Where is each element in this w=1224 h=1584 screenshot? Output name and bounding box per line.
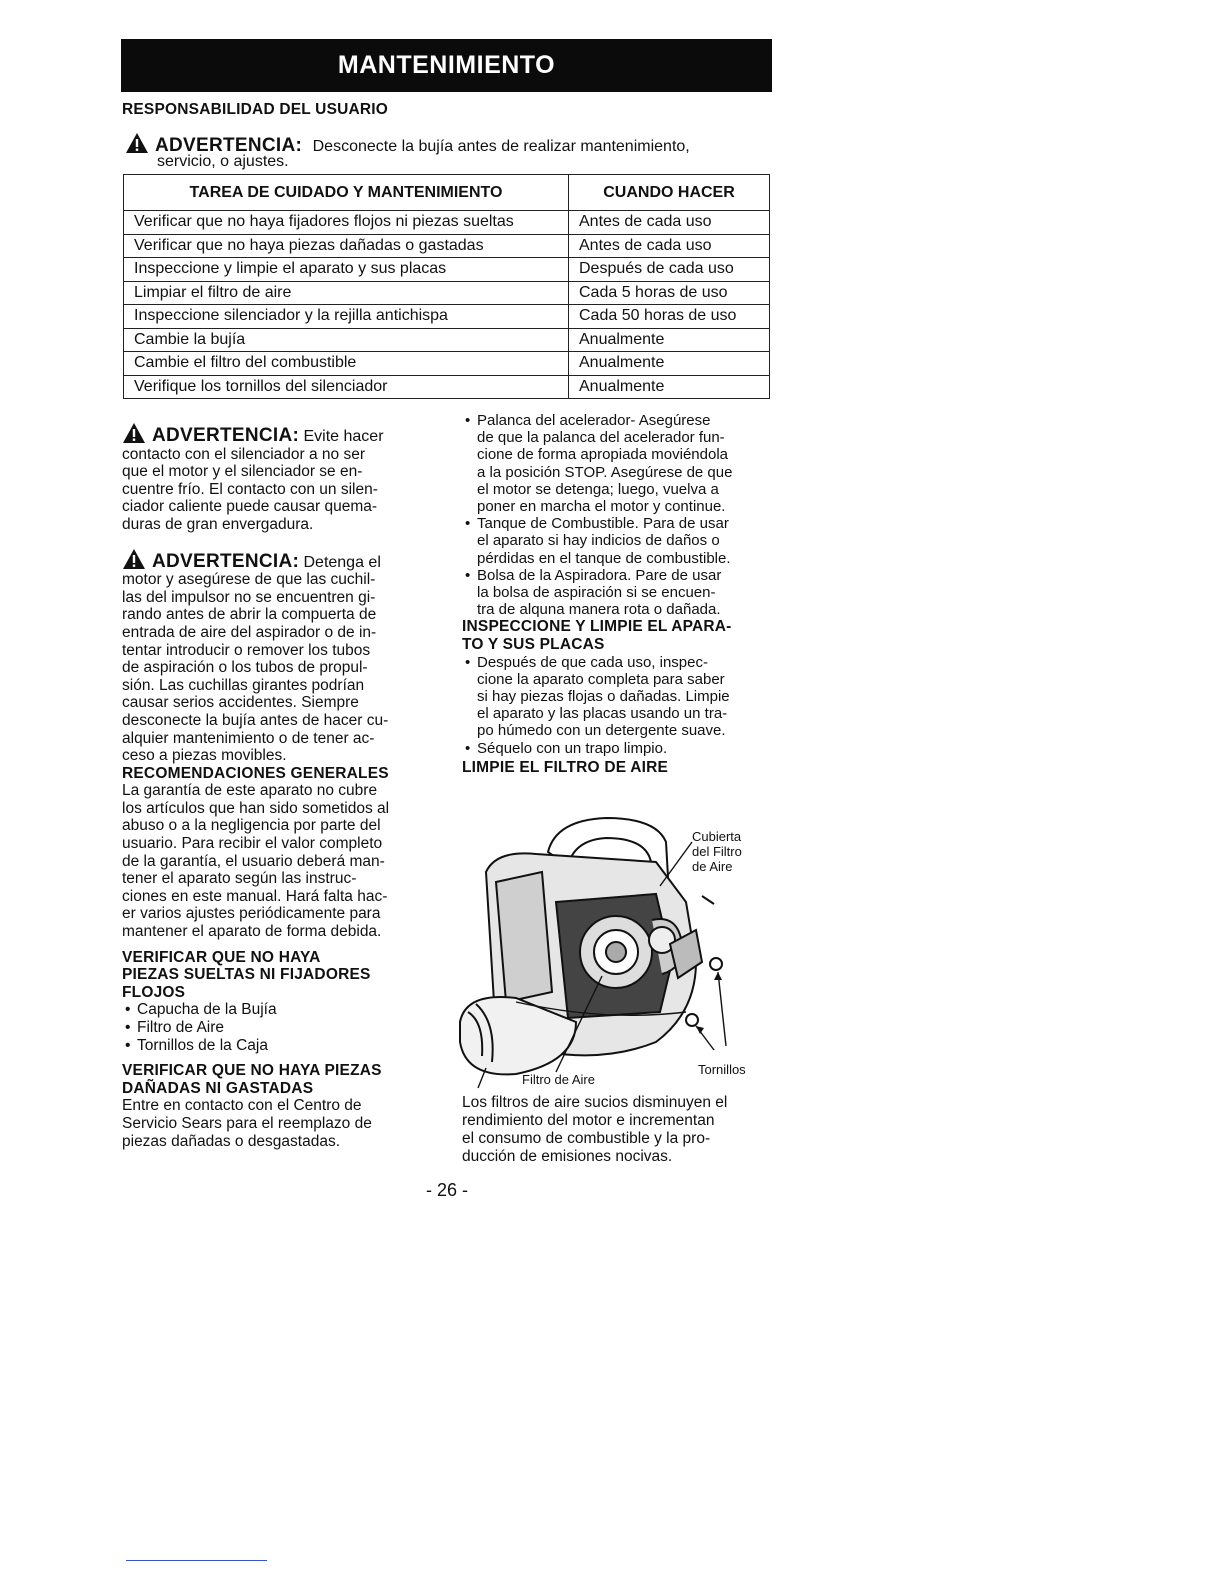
warning-text-cont: servicio, o ajustes. xyxy=(157,153,289,170)
task-cell: Verificar que no haya fijadores flojos ni piezas sueltas xyxy=(124,211,569,235)
clean-air-filter-heading: LIMPIE EL FILTRO DE AIRE xyxy=(462,758,669,776)
page-number: - 26 - xyxy=(425,1180,468,1200)
table-row xyxy=(124,281,770,305)
body-line: el aparato si hay indicios de daños o xyxy=(477,532,720,550)
warning-word: ADVERTENCIA: xyxy=(152,550,300,572)
body-line: rendimiento del motor e incrementan xyxy=(462,1112,715,1129)
list-item: • Tanque de Combustible. Para de usar xyxy=(462,515,777,532)
maintenance-table xyxy=(123,174,770,399)
warning-line: causar serios accidentes. Siempre xyxy=(122,694,359,712)
left-column xyxy=(122,422,442,1150)
table-row xyxy=(124,352,770,376)
warning-line: contacto con el silenciador a no ser xyxy=(122,445,365,463)
body-line: La garantía de este aparato no cubre xyxy=(122,782,378,800)
list-item: • Tornillos de la Caja xyxy=(122,1037,442,1055)
when-cell: Cada 5 horas de uso xyxy=(569,281,770,305)
body-line: cione la aparato completa para saber xyxy=(477,670,725,688)
when-cell: Anualmente xyxy=(569,375,770,399)
body-line: ducción de emisiones nocivas. xyxy=(462,1148,673,1165)
body-line: de la garantía, el usuario deberá man- xyxy=(122,852,385,870)
warning-line: ciador caliente puede causar quema- xyxy=(122,498,378,516)
warning-line: que el motor y el silenciador se en- xyxy=(122,463,363,481)
body-line: cione de forma apropiada moviéndola xyxy=(477,446,728,464)
warning-word: ADVERTENCIA: xyxy=(152,425,300,446)
body-line: pérdidas en el tanque de combustible. xyxy=(477,549,731,567)
body-line: a la posición STOP. Asegúrese de que xyxy=(477,463,733,481)
figure-label-screws: Tornillos xyxy=(698,1062,746,1077)
list-item: • Filtro de Aire xyxy=(122,1019,442,1037)
table-row xyxy=(124,328,770,352)
task-cell: Verificar que no haya piezas dañadas o gastadas xyxy=(124,234,569,258)
check-damaged-heading: DAÑADAS NI GASTADAS xyxy=(122,1079,314,1097)
warning-line: desconecte la bujía antes de hacer cu- xyxy=(122,711,389,729)
task-cell: Inspeccione y limpie el aparato y sus placas xyxy=(124,258,569,282)
warning-line: cuentre frío. El contacto con un silen- xyxy=(122,480,378,498)
warning-line: sión. Las cuchillas girantes podrían xyxy=(122,676,365,694)
body-line: los artículos que han sido sometidos al xyxy=(122,799,390,817)
when-cell: Anualmente xyxy=(569,352,770,376)
list-item: • Bolsa de la Aspiradora. Pare de usar xyxy=(462,567,777,584)
check-loose-heading: FLOJOS xyxy=(122,983,186,1001)
list-item: • Séquelo con un trapo limpio. xyxy=(462,740,777,757)
when-cell: Anualmente xyxy=(569,328,770,352)
body-line: tener el aparato según las instruc- xyxy=(122,870,357,888)
body-line: Servicio Sears para el reemplazo de xyxy=(122,1114,372,1132)
warning-muffler xyxy=(122,422,442,446)
body-line: Los filtros de aire sucios disminuyen el xyxy=(462,1094,728,1111)
body-line: po húmedo con un detergente suave. xyxy=(477,722,726,740)
check-loose-heading: PIEZAS SUELTAS NI FIJADORES xyxy=(122,966,371,984)
when-cell: Antes de cada uso xyxy=(569,211,770,235)
warning-icon xyxy=(125,132,149,154)
warning-text: Desconecte la bujía antes de realizar mantenimiento, xyxy=(312,138,690,155)
inspect-clean-heading: INSPECCIONE Y LIMPIE EL APARA- xyxy=(462,618,732,636)
warning-line: ceso a piezas movibles. xyxy=(122,747,287,765)
check-damaged-heading: VERIFICAR QUE NO HAYA PIEZAS xyxy=(122,1062,382,1080)
inspect-clean-heading: TO Y SUS PLACAS xyxy=(462,636,605,654)
when-cell: Antes de cada uso xyxy=(569,234,770,258)
body-line: piezas dañadas o desgastadas. xyxy=(122,1132,341,1150)
body-line: mantener el aparato de forma debida. xyxy=(122,923,382,941)
footer-rule xyxy=(126,1560,267,1561)
when-cell: Después de cada uso xyxy=(569,258,770,282)
body-line: el aparato y las placas usando un tra- xyxy=(477,705,728,723)
list-item: • Capucha de la Bujía xyxy=(122,1001,442,1019)
warning-line: rando antes de abrir la compuerta de xyxy=(122,606,377,624)
body-line: abuso o a la negligencia por parte del xyxy=(122,817,381,835)
task-cell: Cambie el filtro del combustible xyxy=(124,352,569,376)
body-line: de que la palanca del acelerador fun- xyxy=(477,429,725,447)
warning-impeller xyxy=(122,548,442,572)
air-filter-paragraph xyxy=(462,1094,782,1166)
table-header-when: CUANDO HACER xyxy=(569,175,770,211)
body-line: tra de alquna manera rota o dañada. xyxy=(477,601,721,619)
label-line: Cubierta xyxy=(692,829,742,844)
body-line: la bolsa de aspiración si se encuen- xyxy=(477,584,716,602)
user-responsibility-heading: RESPONSABILIDAD DEL USUARIO xyxy=(122,101,389,118)
body-line: Entre en contacto con el Centro de xyxy=(122,1097,362,1115)
figure-label-filter: Filtro de Aire xyxy=(522,1072,595,1087)
list-item: • Después de que cada uso, inspec- xyxy=(462,654,777,671)
when-cell: Cada 50 horas de uso xyxy=(569,305,770,329)
task-cell: Limpiar el filtro de aire xyxy=(124,281,569,305)
body-line: ciones en este manual. Hará falta hac- xyxy=(122,887,388,905)
warning-line: Detenga el xyxy=(303,553,381,571)
table-row xyxy=(124,211,770,235)
body-line: poner en marcha el motor y continue. xyxy=(477,498,726,516)
warning-line: duras de gran envergadura. xyxy=(122,515,314,533)
list-item: • Palanca del acelerador- Asegúrese xyxy=(462,412,777,429)
table-row xyxy=(124,305,770,329)
warning-line: alquier mantenimiento o de tener ac- xyxy=(122,729,375,747)
warning-line: tentar introducir o remover los tubos xyxy=(122,641,371,659)
body-line: er varios ajustes periódicamente para xyxy=(122,905,381,923)
general-recommendations-heading: RECOMENDACIONES GENERALES xyxy=(122,764,389,782)
warning-word: ADVERTENCIA: xyxy=(155,135,303,156)
page-title: MANTENIMIENTO xyxy=(337,51,556,79)
warning-icon xyxy=(122,548,146,570)
warning-line: motor y asegúrese de que las cuchil- xyxy=(122,571,376,589)
table-row xyxy=(124,258,770,282)
table-row xyxy=(124,234,770,258)
label-line: del Filtro xyxy=(692,844,742,859)
body-line: usuario. Para recibir el valor completo xyxy=(122,835,383,853)
label-line: de Aire xyxy=(692,859,733,874)
check-loose-heading: VERIFICAR QUE NO HAYA xyxy=(122,948,321,966)
section-banner xyxy=(121,39,772,92)
warning-line: entrada de aire del aspirador o de in- xyxy=(122,623,377,641)
warning-line: Evite hacer xyxy=(303,428,384,445)
figure-label-cover xyxy=(692,829,742,874)
table-header-task: TAREA DE CUIDADO Y MANTENIMIENTO xyxy=(124,175,569,211)
body-line: el motor se detenga; luego, vuelva a xyxy=(477,480,719,498)
table-row xyxy=(124,375,770,399)
warning-icon xyxy=(122,422,146,444)
task-cell: Cambie la bujía xyxy=(124,328,569,352)
task-cell: Verifique los tornillos del silenciador xyxy=(124,375,569,399)
right-column xyxy=(462,412,777,776)
warning-line: las del impulsor no se encuentren gi- xyxy=(122,588,376,606)
task-cell: Inspeccione silenciador y la rejilla antichispa xyxy=(124,305,569,329)
warning-line: de aspiración o los tubos de propul- xyxy=(122,659,368,677)
body-line: si hay piezas flojas o dañadas. Limpie xyxy=(477,688,730,706)
body-line: el consumo de combustible y la pro- xyxy=(462,1130,711,1147)
table-header-row xyxy=(124,175,770,211)
